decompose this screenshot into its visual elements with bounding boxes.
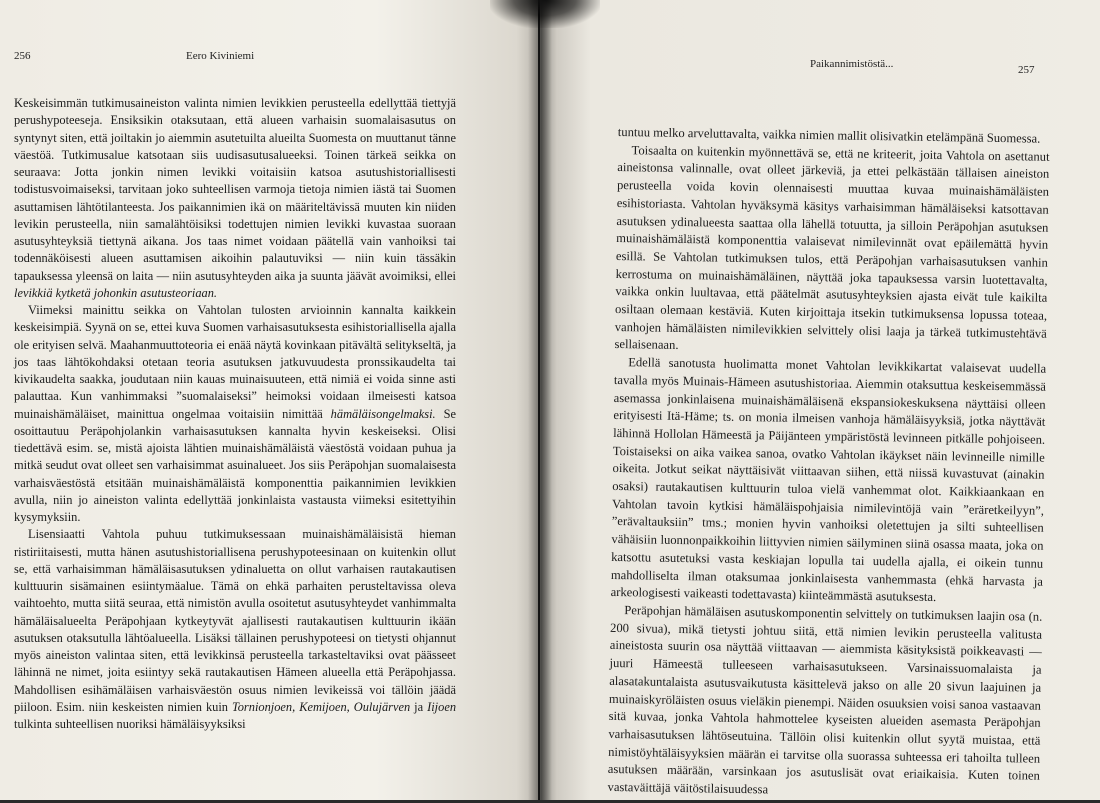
italic-text: hämäläisongelmaksi. <box>330 406 436 421</box>
body-text <box>14 95 456 733</box>
text-run: Lisensiaatti Vahtola puhuu tutkimuksessaan muinaishämäläisistä hieman ristiriitaisesti, mutta hänen asutushistoriallisena perushypoteesinaan on kuitenkin ollut se, että varhaisimman hämäläisasutuksen ydinaluetta on ollut varhaisen rautakautisen kulttuurin sisämainen esiintymäalue. Tämä on ehkä parhaiten perusteltavissa oleva vaihtoehto, mutta siitä seuraa, että nimistön avulla osoitetut asutusyhteydet vanhimmalta hämäläisalueelta Peräpohjaan kytkeytyvät ajallisesti rautakautisen kulttuurin ikään asutuksen otaksutulla lähtöalueella. Lisäksi tällainen perushypoteesi on tietysti ohjannut myös aineiston valintaa siten, että levikkinsä perusteella tarkasteltaviksi ovat päässeet lähinnä ne nimet, joita esiintyy sekä rautakautisen Hämeen alueella että Peräpohjassa. Mahdollisen esihämäläisen varhaisväestön osuus nimien levikeissä voi tällöin jäädä piiloon. Esim. niin keskeisten nimien kuin <box>14 527 456 714</box>
italic-text: Tornionjoen, Kemijoen, Oulujärven <box>231 699 411 714</box>
italic-text: levikkiä kytketä johonkin asutusteoriaan. <box>14 285 218 300</box>
text-run: tuntuu melko arveluttavalta, vaikka nimien mallit olisivatkin etelämpänä Suomessa. <box>617 124 1041 146</box>
paragraph <box>14 95 456 302</box>
text-run: Viimeksi mainittu seikka on Vahtolan tulosten arvioinnin kannalta kaikkein keskeisimpiä. Syynä on se, ettei kuva Suomen varhaisasutuksesta esihistoriallisella ajalla ole erityisen selvä. Maahanmuuttoteoria ei enää näytä kovinkaan pitävältä selitykseltä, ja jos taas lähtökohdaksi otetaan teoria asutuksen jatkuvuudesta pronssikaudelta tai kivikaudelta saakka, joudutaan niin kauas muinaisuuteen, että nimiä ei voida sinne asti palauttaa. Kun vanhimmaksi ”suomalaiseksi” heimoksi voidaan ilmeisesti katsoa muinaishämäläiset, mainittua ongelmaa voitaisiin nimittää <box>14 303 456 421</box>
text-run: ja <box>410 699 428 714</box>
running-head: Eero Kiviniemi <box>186 50 255 62</box>
paragraph <box>607 602 1042 803</box>
text-run: Se osoittautuu Peräpohjolankin varhaisasutuksen kannalta hyvin keskeiseksi. Olisi tiedettävä esim. se, mistä ajoista lähtien muinaishämäläistä väestöstä voidaan puhua ja mitkä seudut ovat olleet sen varhaisimmat asuinalueet. Jos siis Peräpohjan suomalaisesta varhaisväestöstä etsitään muinaishämäläistä komponenttia paikannimien levikkien avulla, niin jo aineiston valinta edellyttää jonkinlaista vastausta viimeksi esitettyihin kysymyksiin. <box>14 406 456 524</box>
text-run: Keskeisimmän tutkimusaineiston valinta nimien levikkien perusteella edellyttää tiettyjä perushypoteeseja. Ensiksikin otaksutaan, että alueen varhaisin suomalaisasutus on syntynyt siten, että joiltakin jo aiemmin asutetuilta alueilta Suomesta on muuttanut tänne väestöä. Tutkimusalue katsotaan siis uudisasutusalueeksi. Toinen tärkeä seikka on seuraava: Jotta jonkin nimen levikki voitaisiin katsoa asutushistoriallisesti todistusvoimaiseksi, tarvitaan joko suhteellisen varmoja tietoja nimien iästä tai Suomen asuttamisen lähtötilanteesta. Jos paikannimien ikä on määriteltävissä muuten kin niiden levikin perusteella, niin samalähtöisiksi todettujen nimien levikki kuvastaa suoraan asutusyhteyksiä tiettynä aikana. Jos taas nimet voidaan päätellä vain vanhoiksi tai todennäköisesti alueen asuttamisen aikoihin palautuviksi — niin kuin tässäkin tapauksessa yleensä on laita — niin asutusyhteyden aika ja suunta jäävät avoimiksi, ellei <box>14 96 456 283</box>
paragraph <box>610 354 1046 609</box>
text-run: tulkinta suhteellisen nuoriksi hämäläisyyksiksi <box>14 717 246 731</box>
italic-text: Iijoen <box>427 699 457 714</box>
text-run: Toisaalta on kuitenkin myönnettävä se, että ne kriteerit, joita Vahtola on asettanut aineistonsa valinnalle, ovat olleet järkeviä, ja ettei pelkästään tällaisen aineiston perusteella voida kovin olennaisesti muuttaa kuvaa muinaishämäläisten esihistoriasta. Vahtolan hyväksymä käsitys varhaisimman hämäläiseksi katsottavan asutuksen ydinalueesta saattaa olla lähellä totuutta, ja silloin Peräpohjan asutuksen muinaishämäläistä komponenttia valaisevat nimilevinnät ovat epäilemättä hyvin esillä. Se Vahtolan tutkimuksen tulos, että Peräpohjan varhaisasutuksen vanhin kerrostuma on muinaishämäläinen, näyttää joka tapauksessa varsin luotettavalta, vaikka onkin luultavaa, että päätelmät asutusyhteyksien ajasta eivät tule kaikilta osiltaan olemaan kestäviä. Kuten kirjoittaja itsekin tutkimuksensa lopussa toteaa, vanhojen hämäläisten nimilevikkien selvittely olisi laaja ja tärkeä tutkimustehtävä sellaisenaan. <box>614 142 1050 353</box>
running-head: Paikannimistöstä... <box>810 58 894 70</box>
text-run: Peräpohjan hämäläisen asutuskomponentin selvittely on tutkimuksen laajin osa (n. 200 sivua), mikä tietysti johtuu siitä, että nimien levikin perusteella valitusta aineistosta suurin osa näyttää viittaavan — aiemmista käsityksistä poikkeavasti — juuri Hämeestä tulleeseen varhaisasutukseen. Varsinaissuomalaista ja alasatakuntalaista asutusvaikutusta käsittelevä jakso on alle 20 sivun laajuinen ja muinaiskyröläisten osuus vieläkin pienempi. Näiden osuuksien voisi sanoa vastaavan sitä kuvaa, jonka Vahtola hahmottelee kyseisten alueiden asemasta Peräpohjan varhaisasutuksen lähtöseutuina. Tällöin olisi kuitenkin ollut syytä muistaa, että nimistöyhtäläisyyksien määrän ei tarvitse olla suorassa suhteessa eri tahoilta tulleen asutuksen määrään, varsinkaan jos asutuslisät ovat eriaikaisia. Kuten toinen vastaväittäjä väitöstilaisuudessa <box>607 603 1043 797</box>
body-text <box>607 124 1050 803</box>
page-number: 256 <box>14 50 31 62</box>
right-page <box>540 0 1100 800</box>
paragraph <box>14 302 456 526</box>
page-number: 257 <box>1018 64 1035 76</box>
text-run: Edellä sanotusta huolimatta monet Vahtolan levikkikartat valaisevat uudella tavalla myös Muinais-Hämeen asutushistoriaa. Aiemmin otaksuttua keskeisemmässä asemassa jonkinlaisena muinaishämäläisenä ekspansiokeskuksena näyttäisi olleen erityisesti Itä-Häme; ts. on monia ilmeisen vanhoja hämäläisyyksiä, jotka näyttävät lähinnä Hollolan Hämeestä ja Päijänteen ympäristöstä levinneen pitkälle pohjoiseen. Toistaiseksi on aika vaikea sanoa, ovatko Vahtolan ikäykset näin levinneille nimille oikeita. Jotkut seikat näyttäisivät viittaavan siihen, että niissä kuvastuvat (ainakin osaksi) rautakautisen kulttuurin tuloa vielä vanhemmat olot. Kaikkiaankaan en Vahtolan tavoin kytkisi hämäläispohjaisia nimilevintöjä vain ”eräretkeilyyn”, ”erävaltauksiin” tms.; monien hyvin vanhoiksi oletettujen ja silti suhteellisen vähäisiin luonnonpaikkoihin liittyvien nimien säilyminen siinä osassa maata, joka on katsottu asutetuksi vasta keskiajan lopulla tai uudella ajalla, ei oikein tunnu mahdolliselta ilman otaksumaa jonkinlaisesta vanhemmasta (ehkä harvasta ja arkeologisesti vaikeasti todettavasta) kiinteämmästä asutuksesta. <box>610 355 1047 605</box>
left-page <box>0 0 538 800</box>
paragraph <box>614 142 1049 361</box>
paragraph <box>14 526 456 733</box>
